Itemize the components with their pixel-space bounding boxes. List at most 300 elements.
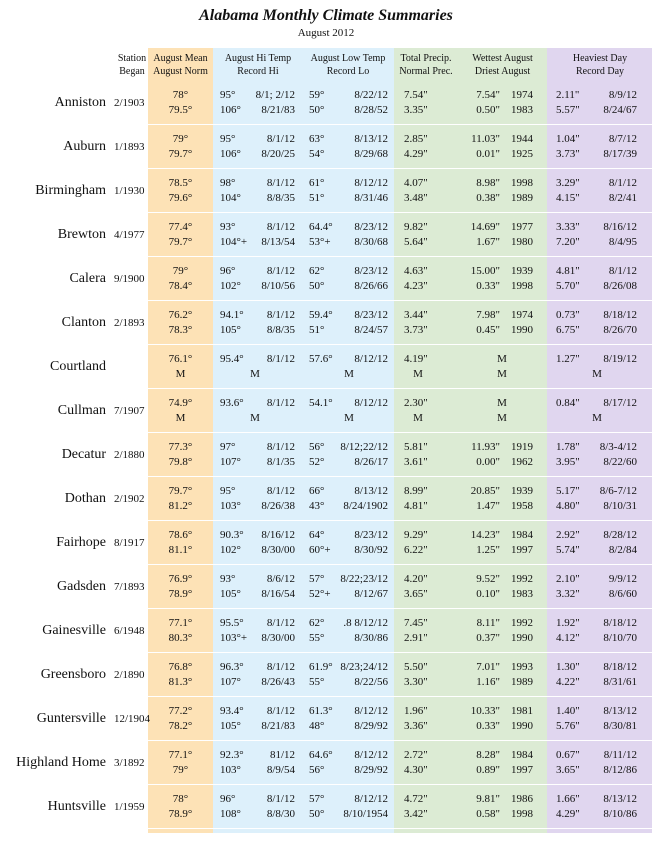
heaviest-value: 2.92" xyxy=(556,529,580,541)
record-lo-value: 50° xyxy=(309,280,325,292)
lo-date: 8/13/12 xyxy=(354,133,388,145)
record-lo-value: 50° xyxy=(309,104,325,116)
normal-precip-value: 4.23" xyxy=(404,280,428,292)
station-name: Cullman xyxy=(57,403,106,418)
mean-value: 78.6° xyxy=(168,529,193,541)
record-lo-value: 55° xyxy=(309,676,325,688)
norm-value: 78.4° xyxy=(168,280,193,292)
driest-year: 1958 xyxy=(511,500,533,512)
normal-precip-value: 3.36" xyxy=(404,720,428,732)
heaviest-date: 8/17/12 xyxy=(603,397,637,409)
hi-value: 93° xyxy=(220,573,236,585)
wettest-value: 20.85" xyxy=(470,485,500,497)
record-hi-value: 104° xyxy=(220,192,241,204)
lo-value: 63° xyxy=(309,133,325,145)
station-began: 2/1890 xyxy=(114,669,145,681)
station-began: 1/1959 xyxy=(114,801,145,813)
heaviest-date: 8/7/12 xyxy=(608,133,637,145)
lo-value: 54.1° xyxy=(309,397,333,409)
station-row xyxy=(0,477,652,521)
lo-date: 8/23/12 xyxy=(354,529,388,541)
station-name: Dothan xyxy=(64,491,106,506)
record-lo-date: 8/30/92 xyxy=(354,544,388,556)
record-hi-value: 103° xyxy=(220,500,241,512)
normal-precip-value: M xyxy=(413,368,423,380)
normal-precip-value: 3.30" xyxy=(404,676,428,688)
driest-value: 0.33" xyxy=(476,280,500,292)
norm-value: 78.9° xyxy=(168,808,193,820)
lo-value: 62° xyxy=(309,265,325,277)
hi-date: 81/12 xyxy=(269,749,295,761)
lo-value: 56° xyxy=(309,441,325,453)
heaviest-date: 8/6-7/12 xyxy=(599,485,637,497)
record-hi-date: 8/16/54 xyxy=(261,588,295,600)
record-hi-value: M xyxy=(250,368,260,380)
mean-value: 78.5° xyxy=(168,177,193,189)
driest-value: M xyxy=(497,368,507,380)
row-divider xyxy=(148,828,652,829)
hi-value: 93.6° xyxy=(220,397,244,409)
record-day-date: 8/24/67 xyxy=(603,104,637,116)
station-began: 2/1893 xyxy=(114,317,145,329)
normal-precip-value: 3.48" xyxy=(404,192,428,204)
record-day-value: M xyxy=(592,368,602,380)
hi-value: 95.5° xyxy=(220,617,244,629)
heaviest-date: 9/9/12 xyxy=(608,573,637,585)
station-began: 12/1904 xyxy=(114,713,151,725)
station-row xyxy=(0,213,652,257)
driest-year: 1997 xyxy=(511,544,533,556)
record-hi-value: M xyxy=(250,412,260,424)
hi-date: 8/1/12 xyxy=(266,661,295,673)
mean-value: 79.7° xyxy=(168,485,193,497)
station-row xyxy=(0,565,652,609)
norm-value: 78.9° xyxy=(168,588,193,600)
record-hi-value: 102° xyxy=(220,544,241,556)
wettest-value: 11.03" xyxy=(471,133,500,145)
mean-value: 78° xyxy=(172,793,189,805)
heaviest-date: 8/13/12 xyxy=(603,705,637,717)
header-mean: August Mean August Norm xyxy=(153,53,208,77)
station-row xyxy=(0,653,652,697)
hi-value: 93° xyxy=(220,221,236,233)
station-began: 2/1902 xyxy=(114,493,145,505)
station-row xyxy=(0,389,652,433)
lo-date: 8/23/12 xyxy=(354,221,388,233)
station-row xyxy=(0,301,652,345)
lo-value: 57° xyxy=(309,793,325,805)
normal-precip-value: 5.64" xyxy=(404,236,428,248)
precip-value: 5.81" xyxy=(404,441,428,453)
heaviest-value: 1.92" xyxy=(556,617,580,629)
lo-date: 8/12/12 xyxy=(354,749,388,761)
record-day-value: 4.12" xyxy=(556,632,580,644)
hi-date: 8/1/12 xyxy=(266,177,295,189)
hi-value: 96.3° xyxy=(220,661,244,673)
driest-value: 0.89" xyxy=(476,764,500,776)
norm-value: 79.7° xyxy=(168,236,193,248)
station-began: 7/1893 xyxy=(114,581,145,593)
hi-value: 95° xyxy=(220,133,236,145)
heaviest-value: 2.11" xyxy=(556,89,580,101)
record-day-value: 4.22" xyxy=(556,676,580,688)
norm-value: 79.6° xyxy=(168,192,193,204)
station-began: 7/1907 xyxy=(114,405,145,417)
precip-value: 2.30" xyxy=(404,397,428,409)
lo-date: 8/12/12 xyxy=(354,793,388,805)
heaviest-value: 1.30" xyxy=(556,661,580,673)
normal-precip-value: 2.91" xyxy=(404,632,428,644)
lo-value: 62° xyxy=(309,617,325,629)
header-wettest: Wettest August Driest August xyxy=(472,53,533,77)
heaviest-date: 8/9/12 xyxy=(608,89,637,101)
station-row xyxy=(0,521,652,565)
record-hi-value: 105° xyxy=(220,720,241,732)
record-day-value: 5.76" xyxy=(556,720,580,732)
hi-value: 97° xyxy=(220,441,236,453)
header-precip: Total Precip. Normal Prec. xyxy=(399,53,453,77)
hi-value: 93.4° xyxy=(220,705,244,717)
heaviest-date: 8/13/12 xyxy=(603,793,637,805)
record-lo-date: 8/29/92 xyxy=(354,764,388,776)
driest-year: 1989 xyxy=(511,676,533,688)
driest-year: 1989 xyxy=(511,192,533,204)
station-began: 3/1892 xyxy=(114,757,145,769)
record-hi-value: 106° xyxy=(220,104,241,116)
wettest-year: 1986 xyxy=(511,793,533,805)
driest-value: 1.25" xyxy=(476,544,500,556)
hi-value: 95° xyxy=(220,89,236,101)
wettest-year: 1984 xyxy=(511,529,533,541)
precip-value: 2.85" xyxy=(404,133,428,145)
heaviest-value: 1.40" xyxy=(556,705,580,717)
normal-precip-value: 3.42" xyxy=(404,808,428,820)
hi-date: 8/1/12 xyxy=(266,353,295,365)
precip-value: 9.82" xyxy=(404,221,428,233)
record-lo-date: 8/29/92 xyxy=(354,720,388,732)
station-began: 9/1900 xyxy=(114,273,145,285)
station-name: Brewton xyxy=(57,227,106,242)
record-hi-value: 106° xyxy=(220,148,241,160)
heaviest-value: 1.27" xyxy=(556,353,580,365)
station-began: 6/1948 xyxy=(114,625,145,637)
heaviest-value: 2.10" xyxy=(556,573,580,585)
station-name: Anniston xyxy=(54,95,106,110)
hi-date: 8/1/12 xyxy=(266,441,295,453)
station-began: 4/1977 xyxy=(114,229,145,241)
precip-value: 1.96" xyxy=(404,705,428,717)
mean-value: 76.1° xyxy=(168,353,193,365)
station-name: Courtland xyxy=(50,359,106,374)
record-lo-date: 8/24/1902 xyxy=(343,500,388,512)
wettest-value: 8.11" xyxy=(476,617,500,629)
wettest-value: 7.98" xyxy=(476,309,500,321)
lo-value: 64.6° xyxy=(309,749,333,761)
driest-value: 0.50" xyxy=(476,104,500,116)
station-name: Huntsville xyxy=(47,799,106,814)
record-lo-value: 56° xyxy=(309,764,325,776)
record-hi-value: 103°+ xyxy=(220,632,248,644)
record-day-date: 8/30/81 xyxy=(603,720,637,732)
wettest-value: 7.01" xyxy=(476,661,500,673)
wettest-value: 11.93" xyxy=(471,441,500,453)
record-day-date: 8/6/60 xyxy=(608,588,637,600)
record-hi-date: 8/9/54 xyxy=(266,764,295,776)
driest-year: 1990 xyxy=(511,720,533,732)
record-day-date: 8/22/60 xyxy=(603,456,637,468)
driest-value: 0.00" xyxy=(476,456,500,468)
driest-year: 1925 xyxy=(511,148,533,160)
record-day-value: M xyxy=(592,412,602,424)
lo-value: 57° xyxy=(309,573,325,585)
heaviest-date: 8/11/12 xyxy=(603,749,637,761)
wettest-year: 1992 xyxy=(511,573,533,585)
hi-date: 8/1/12 xyxy=(266,793,295,805)
station-name: Gadsden xyxy=(57,579,106,594)
record-hi-date: 8/13/54 xyxy=(261,236,295,248)
header-low-temp: August Low Temp Record Lo xyxy=(310,53,386,77)
heaviest-date: 8/1/12 xyxy=(608,265,637,277)
wettest-value: 10.33" xyxy=(470,705,500,717)
heaviest-value: 0.73" xyxy=(556,309,580,321)
wettest-value: M xyxy=(497,397,507,409)
hi-value: 95° xyxy=(220,485,236,497)
precip-value: 4.07" xyxy=(404,177,428,189)
normal-precip-value: 3.65" xyxy=(404,588,428,600)
heaviest-value: 3.29" xyxy=(556,177,580,189)
lo-value: 61.9° xyxy=(309,661,333,673)
record-hi-value: 108° xyxy=(220,808,241,820)
record-hi-date: 8/1/35 xyxy=(266,456,295,468)
station-name: Birmingham xyxy=(35,183,106,198)
normal-precip-value: M xyxy=(413,412,423,424)
record-hi-value: 107° xyxy=(220,456,241,468)
station-name: Guntersville xyxy=(36,711,106,726)
station-row xyxy=(0,609,652,653)
station-began: 1/1893 xyxy=(114,141,145,153)
normal-precip-value: 3.35" xyxy=(404,104,428,116)
record-day-date: 8/2/41 xyxy=(608,192,637,204)
heaviest-date: 8/1/12 xyxy=(608,177,637,189)
station-began: 2/1903 xyxy=(114,97,145,109)
hi-value: 92.3° xyxy=(220,749,244,761)
record-day-value: 5.57" xyxy=(556,104,580,116)
heaviest-date: 8/16/12 xyxy=(603,221,637,233)
station-name: Calera xyxy=(69,271,106,286)
wettest-year: 1977 xyxy=(511,221,533,233)
heaviest-value: 1.66" xyxy=(556,793,580,805)
station-row xyxy=(0,169,652,213)
record-lo-value: 50° xyxy=(309,808,325,820)
normal-precip-value: 3.61" xyxy=(404,456,428,468)
hi-value: 94.1° xyxy=(220,309,244,321)
driest-year: 1997 xyxy=(511,764,533,776)
mean-value: 77.2° xyxy=(168,705,193,717)
lo-value: 59.4° xyxy=(309,309,333,321)
station-began: 8/1917 xyxy=(114,537,145,549)
record-hi-value: 102° xyxy=(220,280,241,292)
record-hi-date: 8/26/38 xyxy=(261,500,295,512)
mean-value: 77.3° xyxy=(168,441,193,453)
lo-value: 64.4° xyxy=(309,221,333,233)
wettest-value: 8.28" xyxy=(476,749,500,761)
record-day-value: 4.29" xyxy=(556,808,580,820)
record-day-date: 8/26/70 xyxy=(603,324,637,336)
record-hi-value: 105° xyxy=(220,324,241,336)
norm-value: 81.3° xyxy=(168,676,193,688)
lo-value: 64° xyxy=(309,529,325,541)
lo-date: 8/22;23/12 xyxy=(340,573,388,585)
precip-value: 2.72" xyxy=(404,749,428,761)
record-hi-value: 105° xyxy=(220,588,241,600)
precip-value: 4.19" xyxy=(404,353,428,365)
driest-value: M xyxy=(497,412,507,424)
hi-date: 8/1/12 xyxy=(266,133,295,145)
page-subtitle: August 2012 xyxy=(297,27,355,39)
record-day-value: 3.65" xyxy=(556,764,580,776)
hi-date: 8/1/12 xyxy=(266,397,295,409)
record-lo-date: 8/24/57 xyxy=(354,324,388,336)
wettest-value: 9.81" xyxy=(476,793,500,805)
norm-value: 81.2° xyxy=(168,500,193,512)
hi-value: 90.3° xyxy=(220,529,244,541)
lo-value: 66° xyxy=(309,485,325,497)
record-lo-date: 8/26/17 xyxy=(354,456,388,468)
lo-date: 8/23/12 xyxy=(354,265,388,277)
wettest-year: 1939 xyxy=(511,265,533,277)
driest-year: 1983 xyxy=(511,588,533,600)
mean-value: 79° xyxy=(172,265,189,277)
normal-precip-value: 6.22" xyxy=(404,544,428,556)
heaviest-value: 1.04" xyxy=(556,133,580,145)
record-lo-value: M xyxy=(344,412,354,424)
record-lo-date: 8/31/46 xyxy=(354,192,388,204)
norm-value: 79.8° xyxy=(168,456,193,468)
norm-value: 79.7° xyxy=(168,148,193,160)
station-row xyxy=(0,81,652,125)
record-hi-date: 8/8/35 xyxy=(266,192,295,204)
driest-value: 0.45" xyxy=(476,324,500,336)
driest-year: 1990 xyxy=(511,632,533,644)
record-day-date: 8/31/61 xyxy=(603,676,637,688)
precip-value: 4.72" xyxy=(404,793,428,805)
record-hi-date: 8/30/00 xyxy=(261,632,295,644)
record-day-value: 3.73" xyxy=(556,148,580,160)
wettest-value: 7.54" xyxy=(476,89,500,101)
record-hi-date: 8/30/00 xyxy=(261,544,295,556)
wettest-year: 1992 xyxy=(511,617,533,629)
record-hi-date: 8/8/30 xyxy=(266,808,295,820)
record-lo-value: 54° xyxy=(309,148,325,160)
station-name: Gainesville xyxy=(42,623,106,638)
station-name: Highland Home xyxy=(16,755,106,770)
driest-year: 1962 xyxy=(511,456,533,468)
mean-value: 74.9° xyxy=(168,397,193,409)
wettest-year: 1944 xyxy=(511,133,533,145)
heaviest-value: 3.33" xyxy=(556,221,580,233)
record-lo-value: 51° xyxy=(309,324,325,336)
lo-date: 8/12/12 xyxy=(354,705,388,717)
hi-date: 8/1/12 xyxy=(266,485,295,497)
normal-precip-value: 4.30" xyxy=(404,764,428,776)
record-day-date: 8/17/39 xyxy=(603,148,637,160)
hi-date: 8/1/12 xyxy=(266,705,295,717)
norm-value: 79.5° xyxy=(168,104,193,116)
wettest-year: 1984 xyxy=(511,749,533,761)
heaviest-date: 8/3-4/12 xyxy=(599,441,637,453)
mean-value: 76.8° xyxy=(168,661,193,673)
heaviest-value: 0.84" xyxy=(556,397,580,409)
hi-value: 98° xyxy=(220,177,236,189)
record-lo-date: 8/26/66 xyxy=(354,280,388,292)
mean-value: 77.4° xyxy=(168,221,193,233)
driest-year: 1998 xyxy=(511,280,533,292)
precip-value: 3.44" xyxy=(404,309,428,321)
norm-value: M xyxy=(175,368,186,380)
heaviest-date: 8/18/12 xyxy=(603,661,637,673)
station-row xyxy=(0,785,652,829)
station-name: Decatur xyxy=(61,447,106,462)
record-lo-value: 48° xyxy=(309,720,325,732)
record-day-value: 3.32" xyxy=(556,588,580,600)
hi-date: 8/16/12 xyxy=(261,529,295,541)
header-hi-temp: August Hi Temp Record Hi xyxy=(224,53,292,77)
hi-date: 8/1/12 xyxy=(266,617,295,629)
record-hi-value: 107° xyxy=(220,676,241,688)
record-day-date: 8/26/08 xyxy=(603,280,637,292)
mean-value: 76.2° xyxy=(168,309,193,321)
driest-value: 0.38" xyxy=(476,192,500,204)
driest-value: 0.37" xyxy=(476,632,500,644)
lo-value: 57.6° xyxy=(309,353,333,365)
norm-value: 80.3° xyxy=(168,632,193,644)
wettest-value: 14.23" xyxy=(470,529,500,541)
driest-year: 1998 xyxy=(511,808,533,820)
precip-value: 7.45" xyxy=(404,617,428,629)
record-day-date: 8/10/70 xyxy=(603,632,637,644)
lo-date: 8/12/12 xyxy=(354,353,388,365)
wettest-year: 1919 xyxy=(511,441,533,453)
wettest-value: M xyxy=(497,353,507,365)
header-heaviest: Heaviest Day Record Day xyxy=(572,53,628,77)
driest-value: 1.67" xyxy=(476,236,500,248)
record-lo-date: 8/22/56 xyxy=(354,676,388,688)
record-lo-value: 43° xyxy=(309,500,325,512)
record-day-value: 5.70" xyxy=(556,280,580,292)
mean-value: 77.1° xyxy=(168,749,193,761)
driest-value: 0.58" xyxy=(476,808,500,820)
record-lo-date: 8/30/68 xyxy=(354,236,388,248)
norm-value: 81.1° xyxy=(168,544,193,556)
record-hi-date: 8/21/83 xyxy=(261,720,295,732)
record-hi-date: 8/20/25 xyxy=(261,148,295,160)
lo-date: 8/23;24/12 xyxy=(340,661,388,673)
driest-value: 0.10" xyxy=(476,588,500,600)
driest-year: 1980 xyxy=(511,236,533,248)
lo-date: 8/22/12 xyxy=(354,89,388,101)
driest-value: 1.47" xyxy=(476,500,500,512)
lo-date: 8/12/12 xyxy=(354,397,388,409)
precip-value: 4.20" xyxy=(404,573,428,585)
wettest-value: 9.52" xyxy=(476,573,500,585)
norm-value: M xyxy=(175,412,186,424)
record-day-value: 4.80" xyxy=(556,500,580,512)
hi-date: 8/1/12 xyxy=(266,221,295,233)
hi-value: 95.4° xyxy=(220,353,244,365)
hi-value: 96° xyxy=(220,265,236,277)
wettest-year: 1998 xyxy=(511,177,533,189)
record-day-date: 8/10/86 xyxy=(603,808,637,820)
